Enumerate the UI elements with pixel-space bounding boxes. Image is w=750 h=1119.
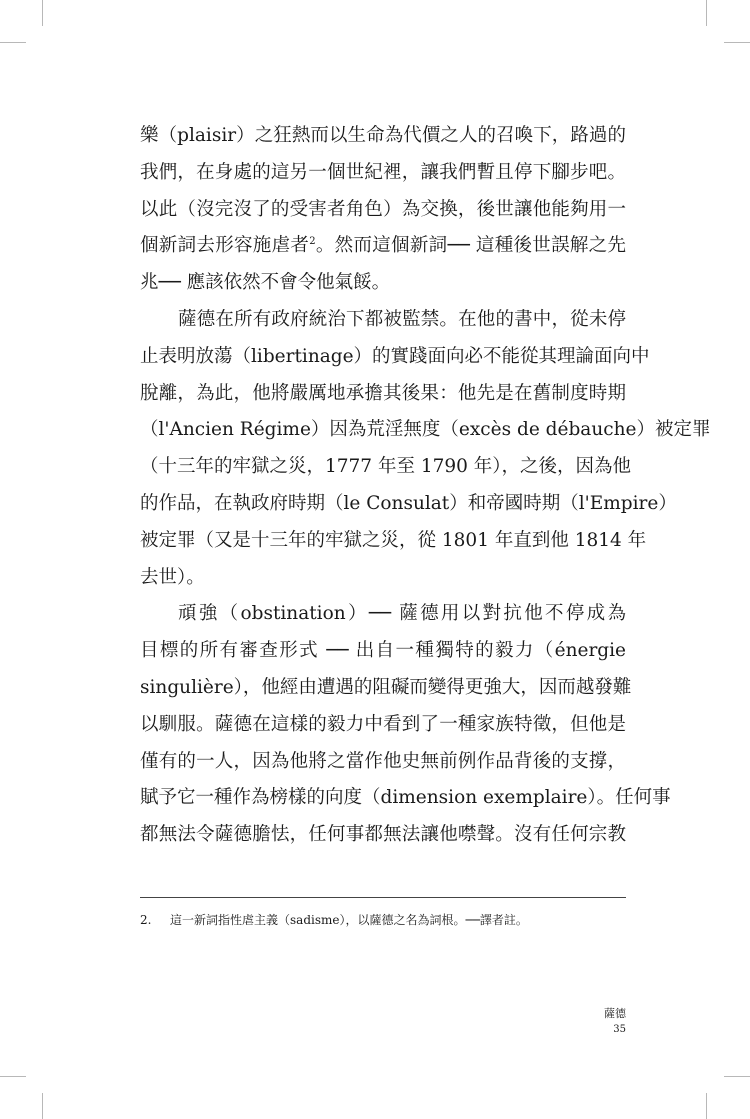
- text-line: singulière），他經由遭遇的阻礙而變得更強大，因而越發難: [140, 676, 632, 698]
- crop-mark: [42, 1093, 43, 1119]
- crop-mark: [724, 1076, 750, 1077]
- text-line: 薩德在所有政府統治下都被監禁。在他的書中，從未停: [178, 308, 626, 330]
- text-line: [140, 228, 626, 265]
- text-line: 兆── 應該依然不會令他氣餒。: [140, 272, 391, 294]
- text-line: 以馴服。薩德在這樣的毅力中看到了一種家族特徵，但他是: [140, 713, 626, 735]
- paragraph: [140, 302, 711, 596]
- text-line: 以此（沒完沒了的受害者角色）為交換，後世讓他能夠用一: [140, 198, 626, 220]
- text-line: 止表明放蕩（libertinage）的實踐面向必不能從其理論面向中: [140, 345, 650, 367]
- text-line: （十三年的牢獄之災，1777 年至 1790 年），之後，因為他: [140, 456, 632, 478]
- text-line: 賦予它一種作為榜樣的向度（dimension exemplaire）。任何事: [140, 787, 671, 809]
- running-footer: [604, 1006, 626, 1038]
- text-line: 去世）。: [140, 566, 205, 588]
- text-line: 頑強（obstination）── 薩德用以對抗他不停成為: [178, 603, 626, 625]
- body-text: [140, 118, 711, 854]
- crop-mark: [706, 1093, 707, 1119]
- page-number: 35: [613, 1024, 626, 1035]
- text-line: 僅有的一人，因為他將之當作他史無前例作品背後的支撐，: [140, 750, 626, 772]
- text-line: 的作品，在執政府時期（le Consulat）和帝國時期（l'Empire）: [140, 492, 677, 514]
- text-segment: 。然而這個新詞── 這種後世誤解之先: [315, 235, 626, 257]
- footnote-number: 2.: [140, 913, 152, 927]
- footnote-text: 這一新詞指性虐主義（sadisme），以薩德之名為詞根。──譯者註。: [170, 913, 528, 927]
- text-line: 被定罪（又是十三年的牢獄之災，從 1801 年直到他 1814 年: [140, 529, 647, 551]
- footnote-divider: [140, 897, 626, 898]
- crop-mark: [0, 1076, 26, 1077]
- text-line: 脫離，為此，他將嚴厲地承擔其後果：他先是在舊制度時期: [140, 382, 626, 404]
- crop-mark: [724, 42, 750, 43]
- text-line: 都無法令薩德膽怯，任何事都無法讓他噤聲。沒有任何宗教: [140, 824, 626, 846]
- text-line: 樂（plaisir）之狂熱而以生命為代價之人的召喚下，路過的: [140, 125, 626, 146]
- text-line: 目標的所有審查形式 ── 出自一種獨特的毅力（énergie: [140, 640, 626, 662]
- crop-mark: [0, 42, 26, 43]
- crop-mark: [42, 0, 43, 26]
- text-segment: 個新詞去形容施虐者: [140, 235, 310, 257]
- paragraph: [140, 596, 671, 854]
- text-line: 我們，在身處的這另一個世紀裡，讓我們暫且停下腳步吧。: [140, 161, 626, 183]
- running-title: 薩德: [604, 1007, 626, 1020]
- footnote: [140, 912, 626, 928]
- footnote-reference: 2: [309, 236, 316, 248]
- text-line: （l'Ancien Régime）因為荒淫無度（excès de débauche）被定罪: [140, 419, 711, 441]
- paragraph: [140, 118, 626, 302]
- crop-mark: [706, 0, 707, 26]
